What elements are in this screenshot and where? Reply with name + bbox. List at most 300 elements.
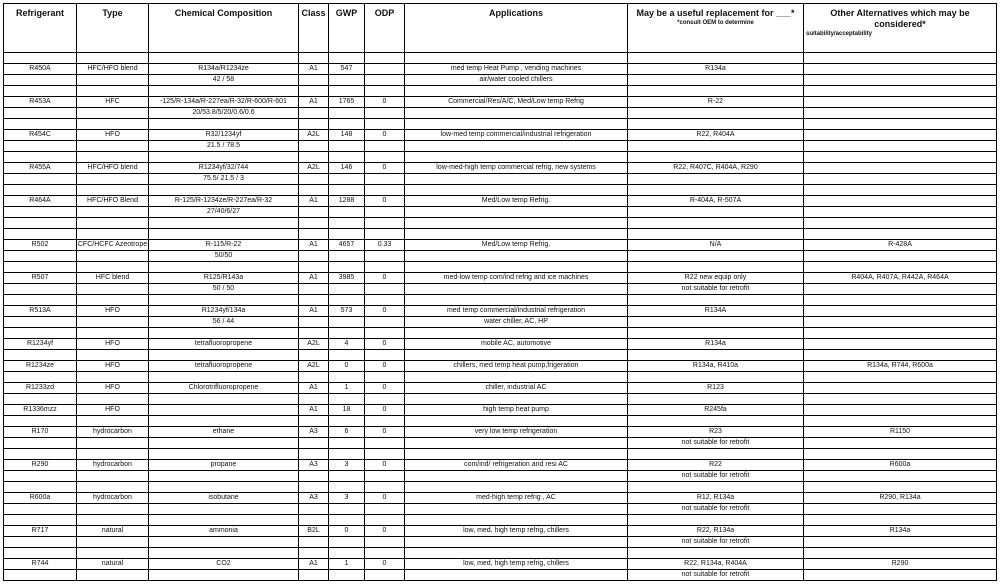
cell-alternatives (804, 229, 997, 240)
cell-applications (405, 295, 628, 306)
cell-odp (365, 471, 405, 482)
cell-applications (405, 416, 628, 427)
cell-odp (365, 515, 405, 526)
cell-composition (149, 438, 299, 449)
cell-gwp (329, 328, 365, 339)
header-applications: Applications (405, 4, 628, 53)
header-composition: Chemical Composition (149, 4, 299, 53)
cell-applications (405, 328, 628, 339)
table-row (4, 537, 997, 548)
cell-gwp (329, 515, 365, 526)
table-row (4, 515, 997, 526)
cell-class (299, 262, 329, 273)
cell-composition (149, 152, 299, 163)
cell-applications (405, 141, 628, 152)
cell-type: CFC/HCFC Azeotrope (77, 240, 149, 251)
cell-type: hydrocarbon (77, 460, 149, 471)
cell-alternatives (804, 119, 997, 130)
cell-alternatives (804, 548, 997, 559)
cell-gwp: 573 (329, 306, 365, 317)
table-row (4, 493, 997, 504)
cell-refrigerant: R455A (4, 163, 77, 174)
cell-refrigerant (4, 394, 77, 405)
cell-type (77, 262, 149, 273)
cell-alternatives (804, 537, 997, 548)
cell-replacement: R-404A, R-507A (628, 196, 804, 207)
cell-odp: 0 (365, 460, 405, 471)
cell-refrigerant (4, 108, 77, 119)
cell-replacement: not suitable for retrofit (628, 471, 804, 482)
cell-gwp (329, 207, 365, 218)
cell-refrigerant: R744 (4, 559, 77, 570)
cell-gwp (329, 141, 365, 152)
cell-type (77, 207, 149, 218)
cell-applications (405, 482, 628, 493)
cell-gwp (329, 504, 365, 515)
cell-type (77, 185, 149, 196)
cell-alternatives (804, 152, 997, 163)
cell-class (299, 141, 329, 152)
table-body (4, 53, 997, 581)
cell-composition: 27/40/6/27 (149, 207, 299, 218)
cell-gwp (329, 482, 365, 493)
cell-gwp: 148 (329, 130, 365, 141)
cell-odp (365, 86, 405, 97)
cell-alternatives (804, 53, 997, 64)
cell-replacement: R22, R134a (628, 526, 804, 537)
cell-refrigerant (4, 229, 77, 240)
cell-replacement: R134a (628, 64, 804, 75)
cell-composition (149, 394, 299, 405)
cell-gwp (329, 174, 365, 185)
table-row (4, 504, 997, 515)
cell-odp (365, 416, 405, 427)
table-row (4, 438, 997, 449)
table-row (4, 229, 997, 240)
header-odp: ODP (365, 4, 405, 53)
cell-odp (365, 229, 405, 240)
cell-gwp: 0 (329, 361, 365, 372)
cell-applications: com/ind/ refrigeration and resi AC (405, 460, 628, 471)
cell-odp (365, 119, 405, 130)
cell-alternatives (804, 97, 997, 108)
cell-alternatives: R290, R134a (804, 493, 997, 504)
cell-composition (149, 537, 299, 548)
cell-replacement: R23 (628, 427, 804, 438)
cell-odp (365, 141, 405, 152)
cell-class (299, 185, 329, 196)
table-row (4, 317, 997, 328)
cell-refrigerant: R1234yf (4, 339, 77, 350)
header-replacement-note: *consult OEM to determine (677, 20, 754, 26)
cell-refrigerant (4, 262, 77, 273)
cell-replacement (628, 328, 804, 339)
cell-composition (149, 262, 299, 273)
cell-replacement: R22, R404A (628, 130, 804, 141)
cell-applications: low-med temp commercial/industrial refrigeration (405, 130, 628, 141)
cell-composition (149, 86, 299, 97)
cell-class (299, 416, 329, 427)
cell-class: A2L (299, 339, 329, 350)
cell-alternatives (804, 174, 997, 185)
cell-class (299, 449, 329, 460)
cell-composition (149, 218, 299, 229)
cell-composition: ethane (149, 427, 299, 438)
cell-refrigerant (4, 350, 77, 361)
cell-refrigerant (4, 471, 77, 482)
cell-alternatives (804, 372, 997, 383)
cell-replacement: not suitable for retrofit (628, 284, 804, 295)
cell-gwp (329, 570, 365, 581)
cell-odp (365, 251, 405, 262)
header-alternatives-title: Other Alternatives which may be considered* (830, 8, 970, 29)
cell-alternatives (804, 438, 997, 449)
cell-odp (365, 449, 405, 460)
cell-refrigerant (4, 119, 77, 130)
cell-type (77, 548, 149, 559)
cell-class: A1 (299, 273, 329, 284)
cell-odp (365, 372, 405, 383)
cell-alternatives (804, 86, 997, 97)
cell-alternatives: R-428A (804, 240, 997, 251)
cell-gwp (329, 53, 365, 64)
cell-alternatives (804, 295, 997, 306)
cell-alternatives: R1150 (804, 427, 997, 438)
cell-refrigerant: R600a (4, 493, 77, 504)
cell-alternatives (804, 504, 997, 515)
cell-composition (149, 229, 299, 240)
cell-class: A2L (299, 163, 329, 174)
cell-refrigerant (4, 207, 77, 218)
cell-composition: R1234yf/134a (149, 306, 299, 317)
table-row (4, 427, 997, 438)
cell-replacement: not suitable for retrofit (628, 438, 804, 449)
cell-odp (365, 537, 405, 548)
table-row (4, 152, 997, 163)
cell-gwp: 1 (329, 383, 365, 394)
cell-replacement: R-22 (628, 97, 804, 108)
cell-class (299, 174, 329, 185)
cell-applications: low, med, high temp refrig, chillers (405, 526, 628, 537)
cell-applications: chiller, industrial AC (405, 383, 628, 394)
cell-class: A1 (299, 97, 329, 108)
cell-replacement: not suitable for retrofit (628, 537, 804, 548)
cell-odp: 0 (365, 383, 405, 394)
header-type: Type (77, 4, 149, 53)
cell-gwp: 1288 (329, 196, 365, 207)
cell-gwp (329, 295, 365, 306)
table-row (4, 548, 997, 559)
cell-class: B2L (299, 526, 329, 537)
cell-composition (149, 119, 299, 130)
cell-composition (149, 405, 299, 416)
cell-alternatives (804, 482, 997, 493)
cell-alternatives: R134a (804, 526, 997, 537)
cell-type: HFO (77, 383, 149, 394)
cell-class (299, 152, 329, 163)
cell-class (299, 207, 329, 218)
cell-gwp (329, 350, 365, 361)
table-row (4, 141, 997, 152)
cell-gwp (329, 152, 365, 163)
cell-type: HFC/HFO Blend (77, 196, 149, 207)
cell-applications (405, 548, 628, 559)
cell-refrigerant (4, 152, 77, 163)
cell-composition: R134a/R1234ze (149, 64, 299, 75)
cell-replacement (628, 174, 804, 185)
cell-replacement (628, 207, 804, 218)
cell-odp (365, 53, 405, 64)
cell-odp (365, 350, 405, 361)
cell-gwp (329, 251, 365, 262)
cell-class (299, 229, 329, 240)
cell-applications: very low temp refrigeration (405, 427, 628, 438)
cell-class (299, 438, 329, 449)
cell-composition: tetrafluoropropene (149, 361, 299, 372)
cell-replacement: R245fa (628, 405, 804, 416)
table-row (4, 251, 997, 262)
cell-applications (405, 471, 628, 482)
cell-applications: Med/Low temp Refrig. (405, 240, 628, 251)
cell-composition (149, 328, 299, 339)
cell-class (299, 317, 329, 328)
cell-applications (405, 284, 628, 295)
cell-refrigerant: R507 (4, 273, 77, 284)
cell-refrigerant: R464A (4, 196, 77, 207)
cell-gwp: 3 (329, 460, 365, 471)
cell-replacement: R12, R134a (628, 493, 804, 504)
cell-gwp: 4657 (329, 240, 365, 251)
cell-replacement: N/A (628, 240, 804, 251)
cell-type (77, 229, 149, 240)
cell-refrigerant (4, 295, 77, 306)
cell-refrigerant: R513A (4, 306, 77, 317)
cell-gwp: 4 (329, 339, 365, 350)
table-row (4, 218, 997, 229)
cell-refrigerant (4, 438, 77, 449)
cell-replacement (628, 218, 804, 229)
cell-refrigerant: R1336mzz (4, 405, 77, 416)
cell-type (77, 86, 149, 97)
table-row (4, 328, 997, 339)
cell-applications: Med/Low temp Refrig. (405, 196, 628, 207)
cell-replacement: R123 (628, 383, 804, 394)
cell-composition (149, 350, 299, 361)
cell-type: HFO (77, 405, 149, 416)
cell-refrigerant (4, 548, 77, 559)
cell-gwp (329, 471, 365, 482)
cell-refrigerant: R290 (4, 460, 77, 471)
cell-odp: 0.33 (365, 240, 405, 251)
cell-class (299, 108, 329, 119)
table-row (4, 383, 997, 394)
cell-refrigerant (4, 449, 77, 460)
cell-replacement: R22 new equip only (628, 273, 804, 284)
cell-applications: mobile AC, automotive (405, 339, 628, 350)
table-row (4, 350, 997, 361)
cell-odp (365, 482, 405, 493)
cell-odp (365, 504, 405, 515)
cell-odp (365, 317, 405, 328)
cell-applications (405, 515, 628, 526)
cell-class (299, 218, 329, 229)
cell-refrigerant: R1234ze (4, 361, 77, 372)
cell-composition: isobutane (149, 493, 299, 504)
cell-type: HFC/HFO blend (77, 163, 149, 174)
cell-composition: CO2 (149, 559, 299, 570)
cell-applications (405, 372, 628, 383)
table-row (4, 372, 997, 383)
cell-alternatives (804, 207, 997, 218)
cell-gwp (329, 119, 365, 130)
cell-applications (405, 53, 628, 64)
cell-odp (365, 570, 405, 581)
header-row (4, 4, 997, 53)
cell-odp: 0 (365, 526, 405, 537)
cell-applications (405, 229, 628, 240)
cell-applications (405, 152, 628, 163)
cell-type (77, 350, 149, 361)
cell-type (77, 284, 149, 295)
cell-composition: -125/R-134a/R-227ea/R-32/R-600/R-601 (149, 97, 299, 108)
cell-replacement (628, 482, 804, 493)
cell-alternatives (804, 350, 997, 361)
cell-replacement (628, 295, 804, 306)
cell-class: A2L (299, 361, 329, 372)
cell-gwp (329, 438, 365, 449)
cell-odp (365, 152, 405, 163)
cell-applications: med temp Heat Pump , vending machines (405, 64, 628, 75)
cell-composition (149, 53, 299, 64)
header-gwp: GWP (329, 4, 365, 53)
cell-composition: R-125/R-1234ze/R-227ea/R-32 (149, 196, 299, 207)
cell-odp: 0 (365, 306, 405, 317)
cell-refrigerant: R170 (4, 427, 77, 438)
cell-alternatives (804, 416, 997, 427)
cell-refrigerant: R502 (4, 240, 77, 251)
cell-applications: low-med-high temp commercial refrig, new systems (405, 163, 628, 174)
cell-alternatives (804, 570, 997, 581)
cell-odp: 0 (365, 427, 405, 438)
cell-type (77, 449, 149, 460)
cell-type (77, 218, 149, 229)
cell-alternatives (804, 262, 997, 273)
table-row (4, 471, 997, 482)
cell-gwp (329, 372, 365, 383)
cell-gwp: 3 (329, 493, 365, 504)
cell-refrigerant: R1233zd (4, 383, 77, 394)
table-row (4, 97, 997, 108)
cell-replacement: R22, R407C, R404A, R290 (628, 163, 804, 174)
cell-alternatives (804, 108, 997, 119)
cell-refrigerant: R454C (4, 130, 77, 141)
cell-gwp (329, 537, 365, 548)
cell-refrigerant: R450A (4, 64, 77, 75)
cell-class (299, 328, 329, 339)
cell-refrigerant (4, 570, 77, 581)
table-row (4, 207, 997, 218)
cell-composition (149, 548, 299, 559)
cell-applications (405, 449, 628, 460)
cell-odp (365, 548, 405, 559)
cell-alternatives (804, 163, 997, 174)
cell-alternatives (804, 328, 997, 339)
cell-composition: R125/R143a (149, 273, 299, 284)
cell-type: HFC (77, 97, 149, 108)
cell-composition: 42 / 58 (149, 75, 299, 86)
cell-alternatives (804, 405, 997, 416)
cell-gwp: 0 (329, 526, 365, 537)
cell-gwp (329, 317, 365, 328)
cell-gwp (329, 86, 365, 97)
cell-replacement: R134A (628, 306, 804, 317)
cell-odp: 0 (365, 361, 405, 372)
cell-alternatives (804, 218, 997, 229)
cell-replacement (628, 416, 804, 427)
cell-odp: 0 (365, 163, 405, 174)
cell-gwp (329, 416, 365, 427)
cell-gwp (329, 229, 365, 240)
cell-alternatives (804, 64, 997, 75)
cell-composition: 50 / 50 (149, 284, 299, 295)
cell-class: A1 (299, 383, 329, 394)
cell-type: natural (77, 526, 149, 537)
cell-applications: med temp commercial/industrial refrigeration (405, 306, 628, 317)
table-row (4, 449, 997, 460)
refrigerant-table (3, 3, 997, 581)
cell-applications: high temp heat pump (405, 405, 628, 416)
table-row (4, 295, 997, 306)
cell-replacement: R134a (628, 339, 804, 350)
cell-applications: med-high temp refrig , AC (405, 493, 628, 504)
cell-class (299, 515, 329, 526)
table-row (4, 416, 997, 427)
cell-composition (149, 482, 299, 493)
cell-type (77, 570, 149, 581)
header-alternatives-note: suitability/acceptability (806, 31, 873, 37)
table-row (4, 570, 997, 581)
cell-applications (405, 394, 628, 405)
cell-composition: R-115/R-22 (149, 240, 299, 251)
cell-odp: 0 (365, 339, 405, 350)
cell-class: A3 (299, 460, 329, 471)
cell-gwp: 18 (329, 405, 365, 416)
cell-class (299, 295, 329, 306)
cell-gwp: 1765 (329, 97, 365, 108)
cell-odp: 0 (365, 273, 405, 284)
cell-applications (405, 119, 628, 130)
cell-odp (365, 185, 405, 196)
cell-class: A1 (299, 240, 329, 251)
table-row (4, 306, 997, 317)
cell-alternatives (804, 196, 997, 207)
cell-class (299, 350, 329, 361)
cell-alternatives: R290 (804, 559, 997, 570)
header-replacement (628, 4, 804, 53)
table-row (4, 394, 997, 405)
cell-refrigerant (4, 537, 77, 548)
cell-applications (405, 570, 628, 581)
cell-type (77, 53, 149, 64)
cell-replacement (628, 75, 804, 86)
cell-class (299, 394, 329, 405)
cell-composition: tetrafluoropropene (149, 339, 299, 350)
cell-applications (405, 438, 628, 449)
cell-alternatives (804, 471, 997, 482)
cell-applications: low, med, high temp refrig, chillers (405, 559, 628, 570)
cell-class: A1 (299, 559, 329, 570)
table-row (4, 108, 997, 119)
